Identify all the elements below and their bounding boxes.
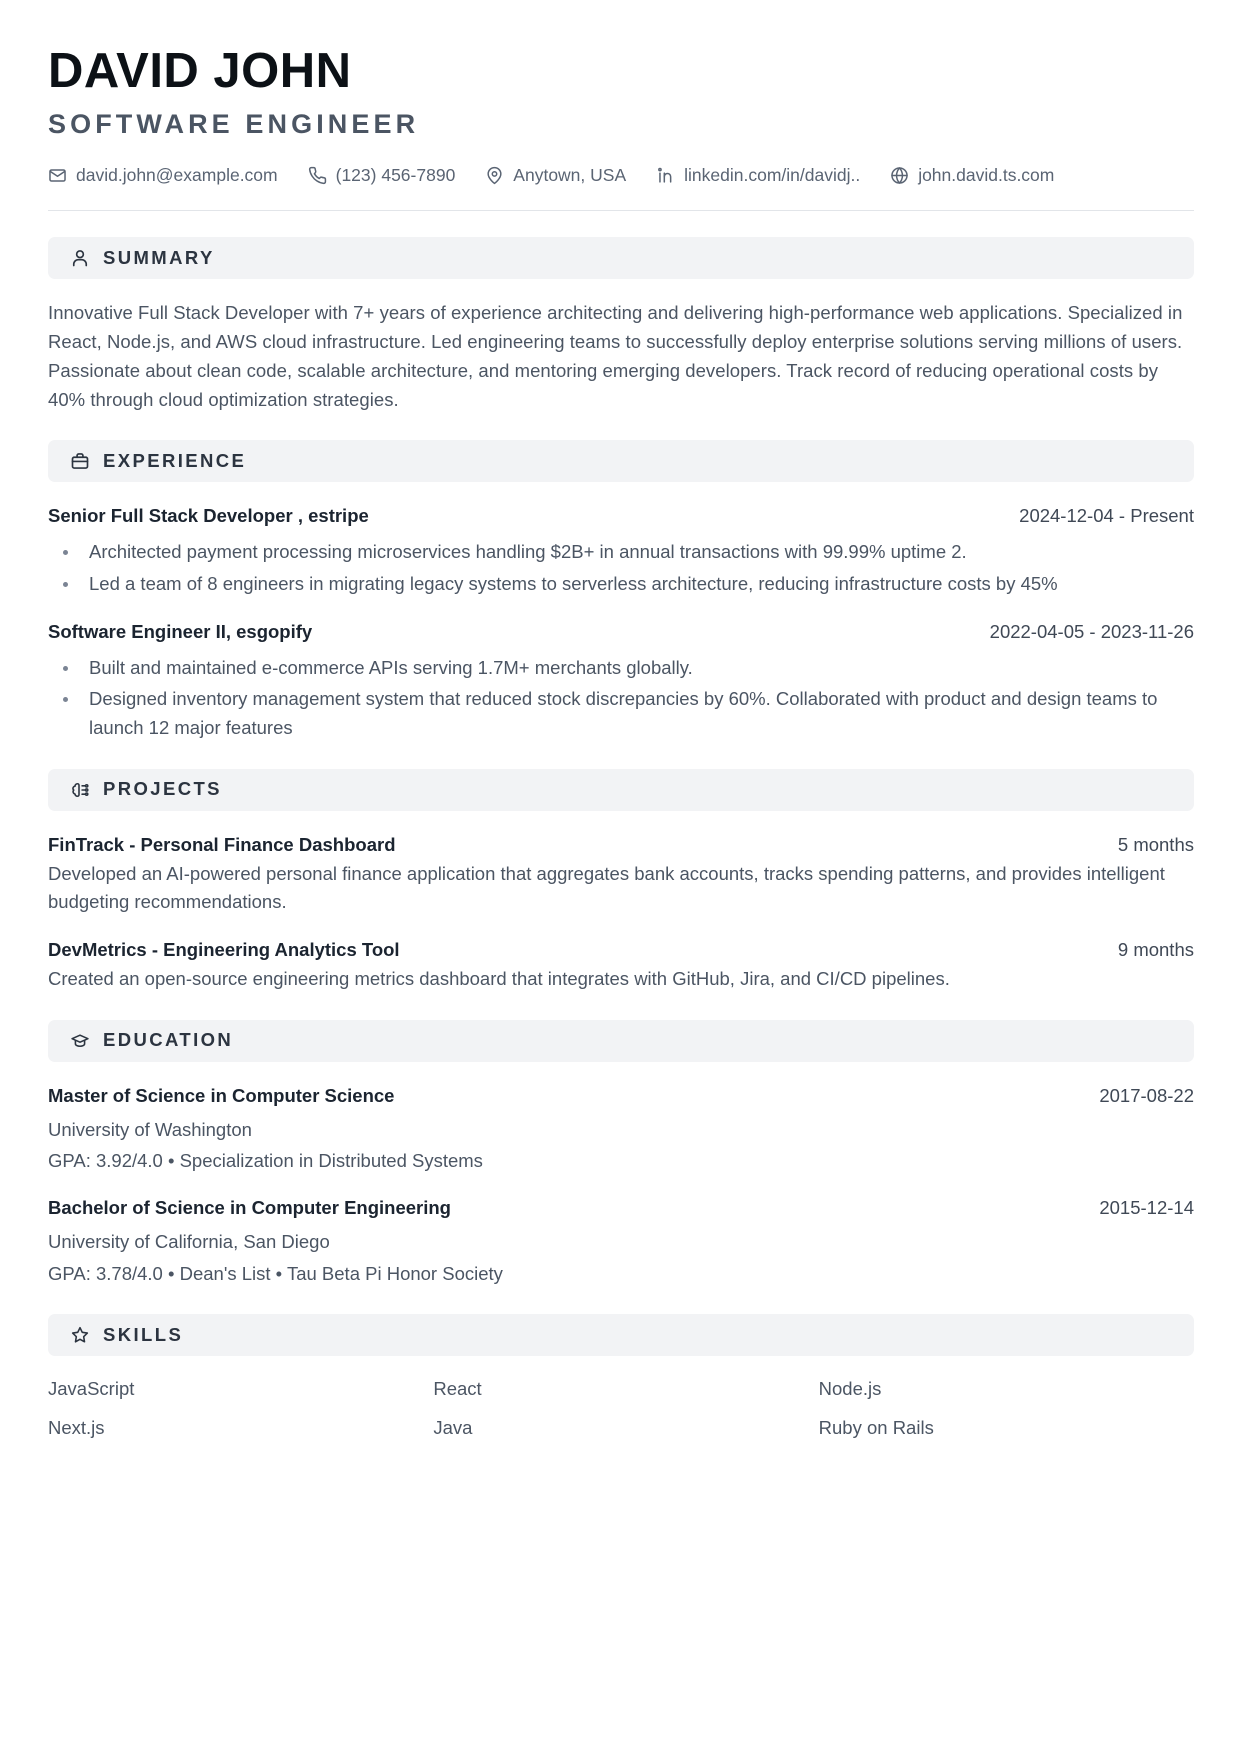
section-skills xyxy=(48,1314,1194,1442)
list-item: Built and maintained e-commerce APIs serving 1.7M+ merchants globally. xyxy=(48,654,1194,683)
section-header-projects xyxy=(48,769,1194,811)
section-header-experience xyxy=(48,440,1194,482)
contact-phone[interactable] xyxy=(308,166,456,185)
education-item-degree: Master of Science in Computer Science xyxy=(48,1084,395,1106)
experience-item-date: 2022-04-05 - 2023-11-26 xyxy=(989,620,1194,642)
location-pin-icon xyxy=(485,166,504,185)
project-item-head xyxy=(48,833,1194,858)
project-item-description: Created an open-source engineering metrics dashboard that integrates with GitHub, Jira, and CI/CD pipelines. xyxy=(48,967,950,989)
experience-item xyxy=(48,504,1194,598)
globe-icon xyxy=(890,166,909,185)
experience-item xyxy=(48,620,1194,743)
education-item xyxy=(48,1196,1194,1288)
education-item-head xyxy=(48,1084,1194,1109)
skill-item: React xyxy=(433,1377,482,1399)
section-education xyxy=(48,1020,1194,1288)
section-title-experience: EXPERIENCE xyxy=(103,450,247,472)
project-item-title: FinTrack - Personal Finance Dashboard xyxy=(48,833,396,855)
contact-phone-text: (123) 456-7890 xyxy=(335,165,456,186)
linkedin-icon xyxy=(656,166,675,185)
section-summary xyxy=(48,237,1194,414)
contact-row xyxy=(48,166,1194,211)
education-item-head xyxy=(48,1196,1194,1221)
experience-item-bullets xyxy=(48,538,1194,598)
skill-item: Node.js xyxy=(818,1377,882,1399)
skill-item: Java xyxy=(433,1416,473,1438)
summary-text: Innovative Full Stack Developer with 7+ years of experience architecting and delivering high-performance web applications. Specialized in React, Node.js, and AWS cloud infrastructure. Led engineering teams to successfully deploy enterprise solutions serving millions of users. Passionate about clean code, scalable architecture, and mentoring emerging developers. Track record of reducing operational costs by 40% through cloud optimization strategies. xyxy=(48,302,1183,411)
education-item-school: University of California, San Diego xyxy=(48,1231,330,1253)
contact-location-text: Anytown, USA xyxy=(513,165,627,186)
section-header-education xyxy=(48,1020,1194,1062)
page-title: DAVID JOHN xyxy=(48,44,352,98)
section-header-summary xyxy=(48,237,1194,279)
education-item-date: 2015-12-14 xyxy=(1099,1197,1194,1219)
graduation-cap-icon xyxy=(70,1031,90,1051)
contact-linkedin-text: linkedin.com/in/davidj.. xyxy=(684,165,861,186)
experience-item-title: Software Engineer II, esgopify xyxy=(48,620,313,642)
contact-linkedin[interactable] xyxy=(656,166,860,185)
contact-location xyxy=(485,166,626,185)
education-item-date: 2017-08-22 xyxy=(1099,1084,1194,1106)
contact-website-text: john.david.ts.com xyxy=(918,165,1055,186)
skill-item: Ruby on Rails xyxy=(818,1416,934,1438)
project-item-duration: 5 months xyxy=(1117,833,1194,855)
brain-circuit-icon xyxy=(70,780,90,800)
section-experience xyxy=(48,440,1194,742)
experience-item-title: Senior Full Stack Developer , estripe xyxy=(48,505,369,527)
skill-item: Next.js xyxy=(48,1416,105,1438)
project-item xyxy=(48,938,1194,994)
job-title-subtitle: SOFTWARE ENGINEER xyxy=(48,108,420,139)
star-icon xyxy=(70,1325,90,1345)
education-item-school: University of Washington xyxy=(48,1118,252,1140)
project-item-title: DevMetrics - Engineering Analytics Tool xyxy=(48,939,400,960)
experience-item-date: 2024-12-04 - Present xyxy=(1019,505,1194,527)
experience-item-bullets xyxy=(48,654,1194,743)
section-header-skills xyxy=(48,1314,1194,1356)
section-title-projects: PROJECTS xyxy=(103,778,222,800)
section-title-education: EDUCATION xyxy=(103,1029,234,1051)
list-item: Architected payment processing microservices handling $2B+ in annual transactions with 99.99% uptime 2. xyxy=(48,538,1194,567)
phone-icon xyxy=(308,166,327,185)
education-item-meta: GPA: 3.78/4.0 • Dean's List • Tau Beta Pi Honor Society xyxy=(48,1263,503,1285)
contact-email-text: david.john@example.com xyxy=(76,165,278,186)
project-item-head xyxy=(48,938,1194,963)
skills-grid xyxy=(48,1376,1194,1442)
contact-email[interactable] xyxy=(48,166,278,185)
contact-website[interactable] xyxy=(890,166,1054,185)
education-item-degree: Bachelor of Science in Computer Engineering xyxy=(48,1197,451,1219)
section-title-skills: SKILLS xyxy=(103,1323,184,1345)
mail-icon xyxy=(48,166,67,185)
experience-item-head xyxy=(48,620,1194,645)
list-item: Designed inventory management system that reduced stock discrepancies by 60%. Collaborated with product and design teams to launch 12 major features xyxy=(48,685,1194,742)
section-title-summary: SUMMARY xyxy=(103,247,215,269)
section-projects xyxy=(48,769,1194,994)
project-item xyxy=(48,833,1194,917)
project-item-description: Developed an AI-powered personal finance application that aggregates bank accounts, tracks spending patterns, and provides intelligent budgeting recommendations. xyxy=(48,862,1165,913)
education-item-meta: GPA: 3.92/4.0 • Specialization in Distributed Systems xyxy=(48,1150,483,1172)
list-item: Led a team of 8 engineers in migrating legacy systems to serverless architecture, reducing infrastructure costs by 45% xyxy=(48,570,1194,599)
skill-item: JavaScript xyxy=(48,1377,135,1399)
experience-item-head xyxy=(48,504,1194,529)
briefcase-icon xyxy=(70,451,90,471)
resume-header xyxy=(48,44,1194,211)
education-item xyxy=(48,1084,1194,1176)
person-icon xyxy=(70,248,90,268)
project-item-duration: 9 months xyxy=(1117,939,1194,960)
